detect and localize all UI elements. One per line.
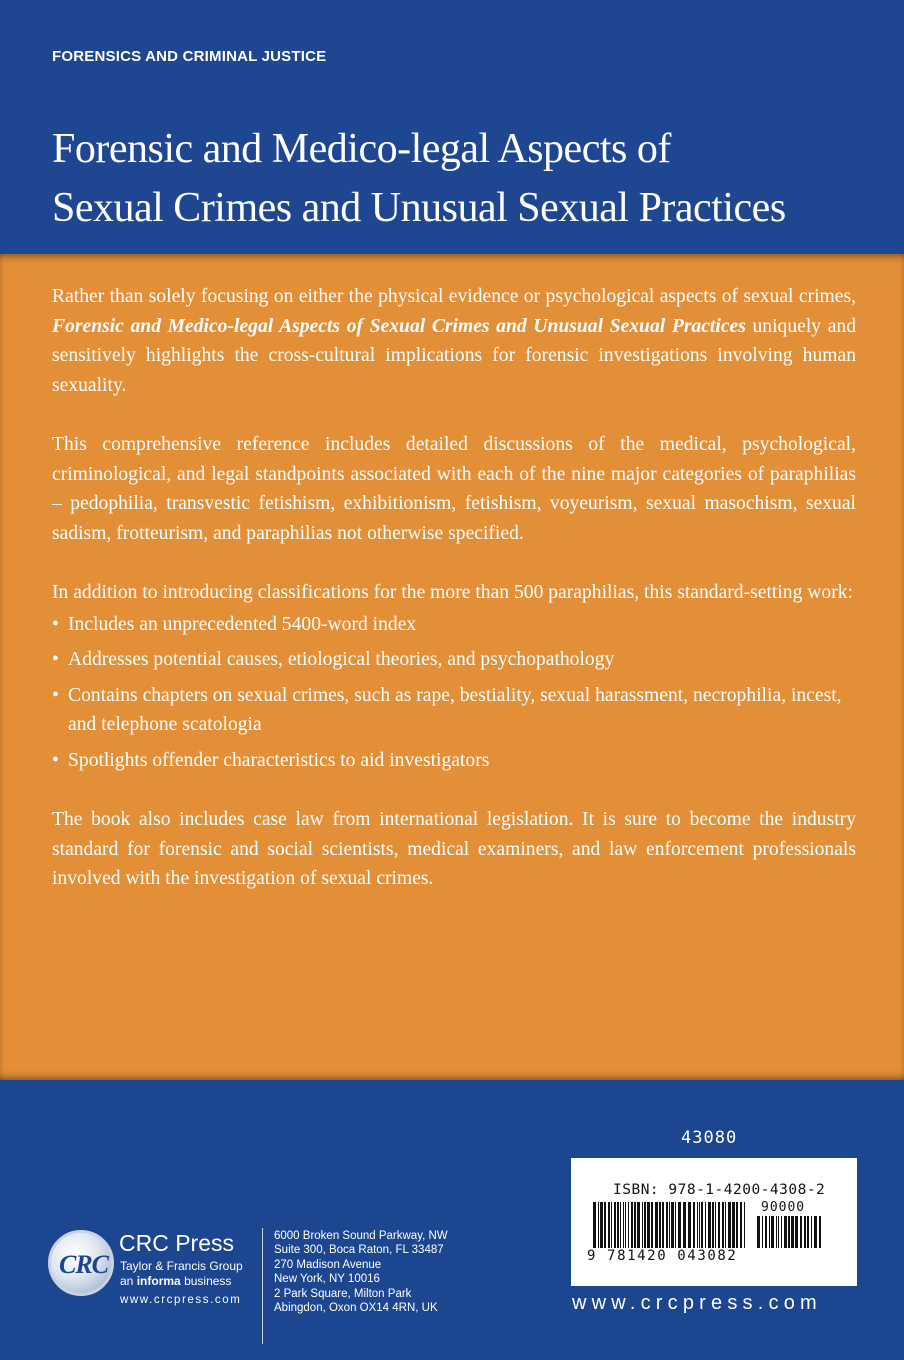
barcode-bar [675, 1202, 676, 1248]
barcode-bar [762, 1216, 763, 1248]
barcode-bar [659, 1202, 661, 1248]
barcode-bar [699, 1202, 700, 1248]
product-code: 43080 [681, 1128, 738, 1148]
barcode-bar [814, 1216, 817, 1248]
barcode-bar [769, 1216, 770, 1248]
isbn-label: ISBN: 978-1-4200-4308-2 [613, 1182, 826, 1198]
barcode-bar [718, 1202, 720, 1248]
barcode-bar [683, 1202, 686, 1248]
barcode-bar [647, 1202, 650, 1248]
barcode-bar [732, 1202, 735, 1248]
publisher-name: CRC Press [119, 1230, 235, 1256]
barcode-bar [795, 1216, 798, 1248]
barcode-bar [625, 1202, 626, 1248]
barcode-bar [655, 1202, 658, 1248]
barcode-bar [708, 1202, 711, 1248]
barcode-bar [642, 1202, 643, 1248]
feature-list [52, 610, 856, 776]
barcode-bar [725, 1202, 726, 1248]
bullet-icon: • [52, 649, 59, 670]
description-text [52, 282, 856, 924]
barcode-bar [604, 1202, 606, 1248]
barcode-panel [571, 1158, 857, 1286]
barcode-bar [757, 1216, 760, 1248]
paragraph-2: This comprehensive reference includes detailed discussions of the medical, psychological, criminological, and legal standpoints associated with each of the nine major categories of paraphilias – pedophilia, transvestic fetishism, exhibitionism, fetishism, voyeurism, sexual masochism, sexual sadism, frotteurism, and paraphilias not otherwise specified. [52, 434, 856, 544]
barcode-bar [736, 1202, 738, 1248]
barcode-bar [651, 1202, 653, 1248]
barcode-bar [740, 1202, 742, 1248]
barcode-bar [701, 1202, 703, 1248]
barcode-bar [693, 1202, 695, 1248]
barcode-bar [644, 1202, 646, 1248]
barcode-bar [617, 1202, 619, 1248]
barcode-bar [666, 1202, 668, 1248]
book-title [52, 120, 872, 238]
addon-barcode-icon [757, 1216, 823, 1248]
paragraph-3: In addition to introducing classifications for the more than 500 paraphilias, this standard-setting work: [52, 582, 853, 603]
barcode-bar [722, 1202, 724, 1248]
barcode-bar [688, 1202, 691, 1248]
barcode-bar [637, 1202, 640, 1248]
barcode-bar [678, 1202, 681, 1248]
paragraph-1: Rather than solely focusing on either the physical evidence or psychological aspects of sexual crimes, Forensic and Medico-legal Aspects of Sexual Crimes and Unusual Sexual Practices uniquely and sensitively highlights the cross-cultural implications for forensic investigations involving human sexuality. [52, 286, 856, 396]
barcode-bar [662, 1202, 664, 1248]
barcode-bar [728, 1202, 731, 1248]
publisher-url: www.crcpress.com [120, 1294, 242, 1306]
barcode-bar [781, 1216, 782, 1248]
barcode-bar [807, 1216, 809, 1248]
barcode-bar [631, 1202, 633, 1248]
address-block: 270 Madison Avenue New York, NY 10016 [274, 1259, 382, 1285]
barcode-bar [705, 1202, 706, 1248]
barcode-bar [623, 1202, 624, 1248]
barcode-bar [778, 1216, 779, 1248]
barcode-bar [600, 1202, 603, 1248]
barcode-bar [669, 1202, 670, 1248]
bullet-icon: • [52, 684, 59, 706]
barcode-bar [771, 1216, 774, 1248]
barcode-bar [765, 1216, 767, 1248]
bullet-icon: • [52, 749, 59, 771]
barcode-bar [712, 1202, 714, 1248]
bullet-icon: • [52, 613, 59, 635]
ean-digits: 9 781420 043082 [587, 1248, 738, 1264]
barcode-bar [697, 1202, 698, 1248]
divider [262, 1228, 263, 1344]
publisher-group: Taylor & Francis Group [120, 1259, 243, 1273]
list-item: • Spotlights offender characteristics to aid investigators [52, 746, 856, 776]
publisher-tagline: an informa business [120, 1274, 232, 1288]
barcode-bar [620, 1202, 621, 1248]
barcode-bar [593, 1202, 596, 1248]
barcode-bar [611, 1202, 612, 1248]
barcode-bar [784, 1216, 787, 1248]
paragraph-4: The book also includes case law from international legislation. It is sure to become the industry standard for forensic and social scientists, medical examiners, and law enforcement professionals involved with the investigation of sexual crimes. [52, 809, 856, 889]
barcode-bar [628, 1202, 629, 1248]
barcode-bar [608, 1202, 610, 1248]
barcode-bar [819, 1216, 821, 1248]
list-item: • Includes an unprecedented 5400-word index [52, 610, 856, 640]
barcode-icon [593, 1202, 749, 1248]
address-block: 2 Park Square, Milton Park Abingdon, Oxon OX14 4RN, UK [274, 1288, 438, 1314]
barcode-bar [788, 1216, 790, 1248]
title-line-1: Forensic and Medico-legal Aspects of [52, 126, 671, 172]
barcode-bar [614, 1202, 616, 1248]
barcode-bar [634, 1202, 636, 1248]
barcode-bar [800, 1216, 802, 1248]
barcode-bar [791, 1216, 794, 1248]
barcode-bar [804, 1216, 806, 1248]
website-url: www.crcpress.com [572, 1292, 822, 1314]
inline-book-title: Forensic and Medico-legal Aspects of Sexual Crimes and Unusual Sexual Practices [52, 315, 746, 337]
address-block: 6000 Broken Sound Parkway, NW Suite 300, Boca Raton, FL 33487 [274, 1230, 448, 1256]
title-line-2: Sexual Crimes and Unusual Sexual Practices [52, 185, 786, 231]
barcode-bar [776, 1216, 777, 1248]
crc-logo-icon: CRC [48, 1230, 114, 1296]
series-label: FORENSICS AND CRIMINAL JUSTICE [52, 48, 327, 65]
barcode-bar [671, 1202, 674, 1248]
list-item: • Contains chapters on sexual crimes, such as rape, bestiality, sexual harassment, necrophilia, incest, and telephone scatologia [52, 681, 856, 740]
barcode-bar [715, 1202, 716, 1248]
barcode-bar [598, 1202, 599, 1248]
barcode-bar [744, 1202, 745, 1248]
list-item: • Addresses potential causes, etiological theories, and psychopathology [52, 645, 856, 675]
barcode-bar [811, 1216, 812, 1248]
price-code: 90000 [761, 1200, 806, 1215]
